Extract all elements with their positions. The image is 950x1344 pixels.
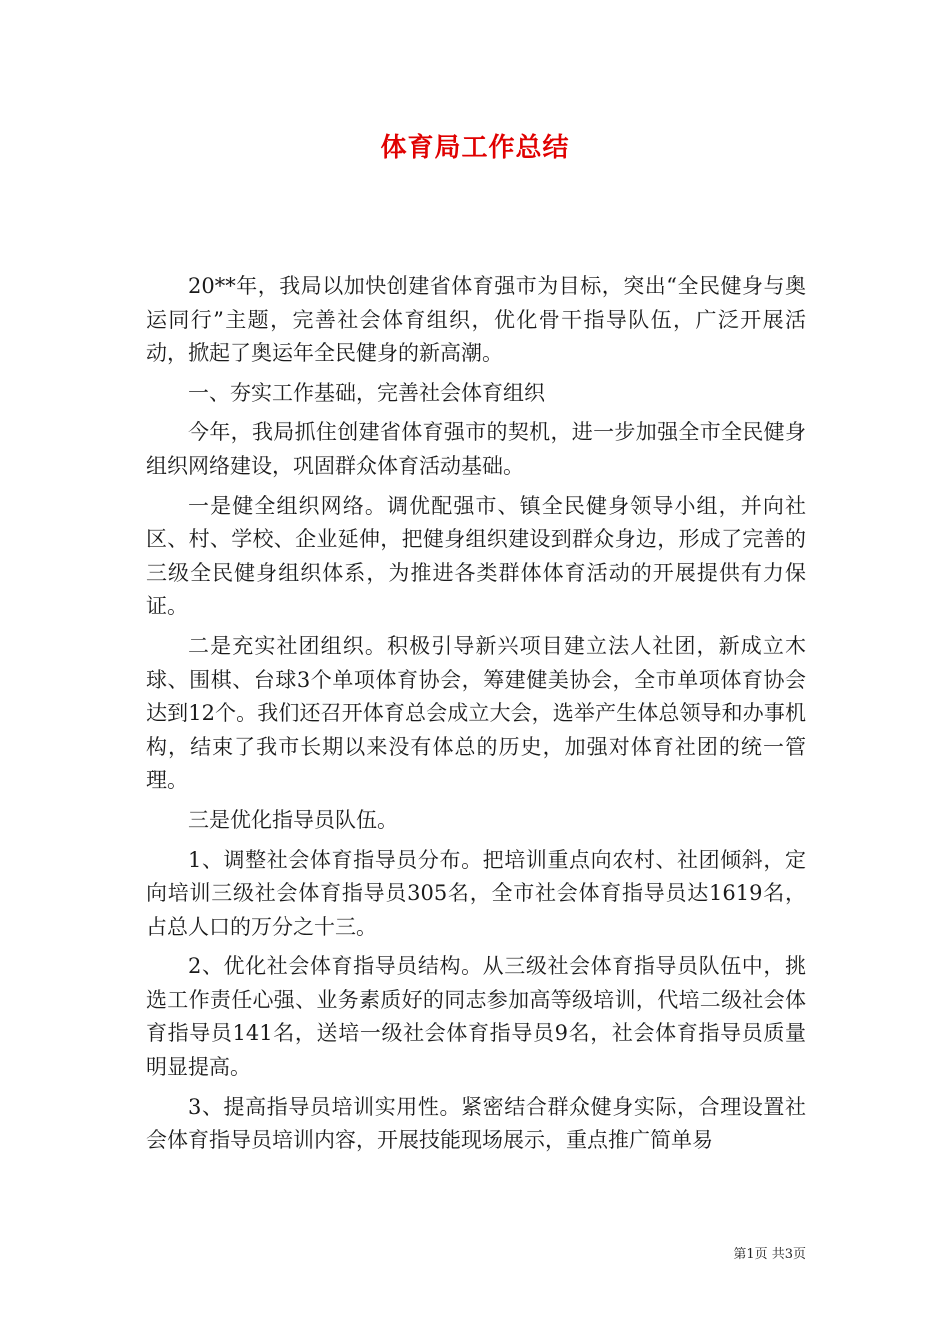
paragraph: 2、优化社会体育指导员结构。从三级社会体育指导员队伍中，挑选工作责任心强、业务素质好的同志参加高等级培训，代培二级社会体育指导员141名，送培一级社会体育指导员9名，社会体育指导员质量明显提高。 <box>146 954 806 1080</box>
page-number-footer: 第1页 共3页 <box>733 1247 806 1262</box>
section-heading-1: 一、夯实工作基础，完善社会体育组织 <box>188 380 545 405</box>
paragraph: 三是优化指导员队伍。 <box>188 807 398 832</box>
document-body <box>146 270 806 1164</box>
document-title: 体育局工作总结 <box>380 133 570 163</box>
paragraph: 二是充实社团组织。积极引导新兴项目建立法人社团，新成立木球、围棋、台球3个单项体育协会，筹建健美协会，全市单项体育协会达到12个。我们还召开体育总会成立大会，选举产生体总领导和办事机构，结束了我市长期以来没有体总的历史，加强对体育社团的统一管理。 <box>146 633 806 793</box>
paragraph: 一是健全组织网络。调优配强市、镇全民健身领导小组，并向社区、村、学校、企业延伸，把健身组织建设到群众身边，形成了完善的三级全民健身组织体系，为推进各类群体体育活动的开展提供有力保证。 <box>146 493 806 619</box>
paragraph: 1、调整社会体育指导员分布。把培训重点向农村、社团倾斜，定向培训三级社会体育指导员305名，全市社会体育指导员达1619名，占总人口的万分之十三。 <box>146 847 806 939</box>
paragraph: 今年，我局抓住创建省体育强市的契机，进一步加强全市全民健身组织网络建设，巩固群众体育活动基础。 <box>146 420 806 478</box>
paragraph: 3、提高指导员培训实用性。紧密结合群众健身实际，合理设置社会体育指导员培训内容，开展技能现场展示，重点推广简单易 <box>146 1094 806 1153</box>
paragraph-intro: 20**年，我局以加快创建省体育强市为目标，突出“全民健身与奥运同行”主题，完善社会体育组织，优化骨干指导队伍，广泛开展活动，掀起了奥运年全民健身的新高潮。 <box>146 274 806 366</box>
